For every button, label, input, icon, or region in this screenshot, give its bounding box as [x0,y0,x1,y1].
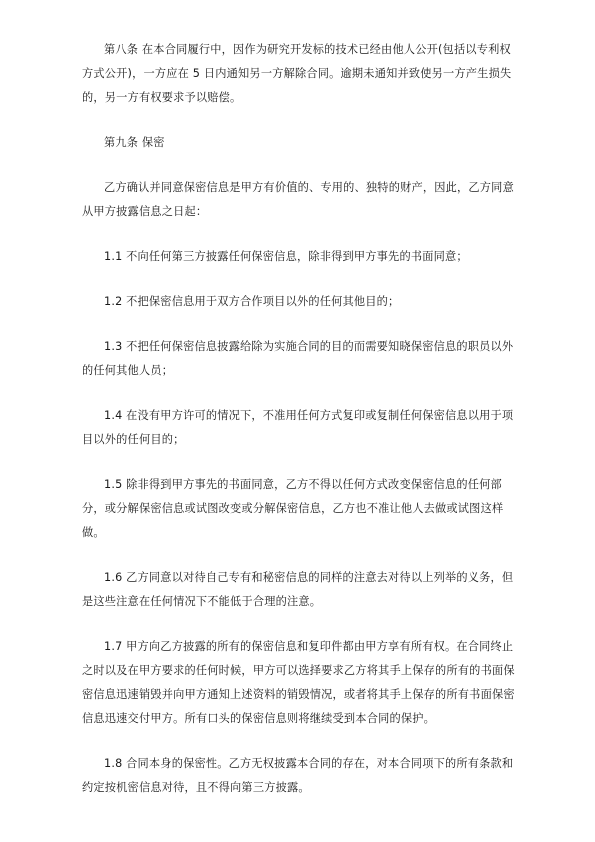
clause-1-3-paragraph: 1.3 不把任何保密信息披露给除为实施合同的目的而需要知晓保密信息的职员以外的任何其他人员； [82,340,514,377]
clause-1-1-paragraph: 1.1 不向任何第三方披露任何保密信息，除非得到甲方事先的书面同意； [104,250,468,263]
clause-1-7-paragraph: 1.7 甲方向乙方披露的所有的保密信息和复印件都由甲方享有所有权。在合同终止之时以及在甲方要求的任何时候，甲方可以选择要求乙方将其手上保存的所有的书面保密信息迅速销毁并向甲方通知上述资料的销毁情况，或者将其手上保存的所有书面保密信息迅速交付甲方。所有口头的保密信息则将继续受到本合同的保护。 [82,640,515,725]
clause-1-6-paragraph: 1.6 乙方同意以对待自己专有和秘密信息的同样的注意去对待以上列举的义务，但是这些注意在任何情况下不能低于合理的注意。 [82,571,514,608]
clause-1-8-paragraph: 1.8 合同本身的保密性。乙方无权披露本合同的存在，对本合同项下的所有条款和约定按机密信息对待，且不得向第三方披露。 [82,757,514,794]
confidentiality-intro-paragraph: 乙方确认并同意保密信息是甲方有价值的、专用的、独特的财产，因此，乙方同意从甲方披露信息之日起： [82,181,514,218]
clause-1-4-paragraph: 1.4 在没有甲方许可的情况下，不准用任何方式复印或复制任何保密信息以用于项目以外的任何目的； [82,409,514,446]
document-body [82,38,522,821]
clause-8-paragraph: 第八条 在本合同履行中，因作为研究开发标的技术已经由他人公开(包括以专利权方式公开)，一方应在 5 日内通知另一方解除合同。逾期未通知并致使另一方产生损失的，另一方有权要求予以赔偿。 [82,43,512,104]
clause-1-5-paragraph: 1.5 除非得到甲方事先的书面同意，乙方不得以任何方式改变保密信息的任何部分，或分解保密信息或试图改变或分解保密信息，乙方也不准让他人去做或试图这样做。 [82,478,504,539]
clause-1-2-paragraph: 1.2 不把保密信息用于双方合作项目以外的任何其他目的； [104,295,400,308]
clause-9-heading: 第九条 保密 [104,136,165,149]
